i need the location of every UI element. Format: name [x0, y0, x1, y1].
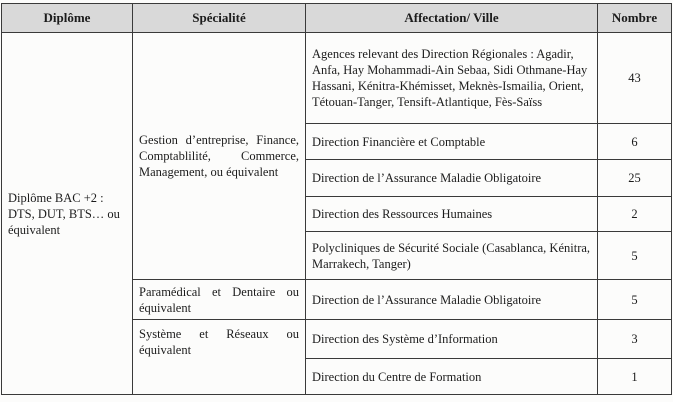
nombre-cell: 5 — [598, 232, 672, 280]
affectation-cell: Direction de l’Assurance Maladie Obligatoire — [306, 280, 598, 320]
header-diplome: Diplôme — [2, 4, 133, 33]
affectation-cell: Direction de l’Assurance Maladie Obligatoire — [306, 160, 598, 197]
nombre-cell: 43 — [598, 33, 672, 124]
specialite-paramedical: Paramédical et Dentaire ou équivalent — [133, 280, 306, 320]
header-specialite: Spécialité — [133, 4, 306, 33]
nombre-cell: 5 — [598, 280, 672, 320]
affectation-cell: Agences relevant des Direction Régionales : Agadir, Anfa, Hay Mohammadi-Ain Sebaa, Sidi Othmane-Hay Hassani, Kénitra-Khémisset, Meknès-Ismailia, Orient, Tétouan-Tanger, Tensift-Atlantique, Fès-Saïss — [306, 33, 598, 124]
affectation-cell: Polycliniques de Sécurité Sociale (Casablanca, Kénitra, Marrakech, Tanger) — [306, 232, 598, 280]
affectation-cell: Direction du Centre de Formation — [306, 359, 598, 395]
affectation-cell: Direction des Système d’Information — [306, 320, 598, 359]
nombre-cell: 3 — [598, 320, 672, 359]
header-nombre: Nombre — [598, 4, 672, 33]
recruitment-table — [1, 3, 672, 395]
specialite-systeme: Système et Réseaux ou équivalent — [133, 320, 306, 395]
nombre-cell: 1 — [598, 359, 672, 395]
nombre-cell: 25 — [598, 160, 672, 197]
nombre-cell: 2 — [598, 197, 672, 232]
affectation-cell: Direction des Ressources Humaines — [306, 197, 598, 232]
header-row — [2, 4, 672, 33]
nombre-cell: 6 — [598, 124, 672, 160]
affectation-cell: Direction Financière et Comptable — [306, 124, 598, 160]
specialite-gestion: Gestion d’entreprise, Finance, Comptablilité, Commerce, Management, ou équivalent — [133, 33, 306, 280]
header-affectation: Affectation/ Ville — [306, 4, 598, 33]
table-row — [2, 33, 672, 124]
diplome-cell: Diplôme BAC +2 : DTS, DUT, BTS… ou équivalent — [2, 33, 133, 395]
